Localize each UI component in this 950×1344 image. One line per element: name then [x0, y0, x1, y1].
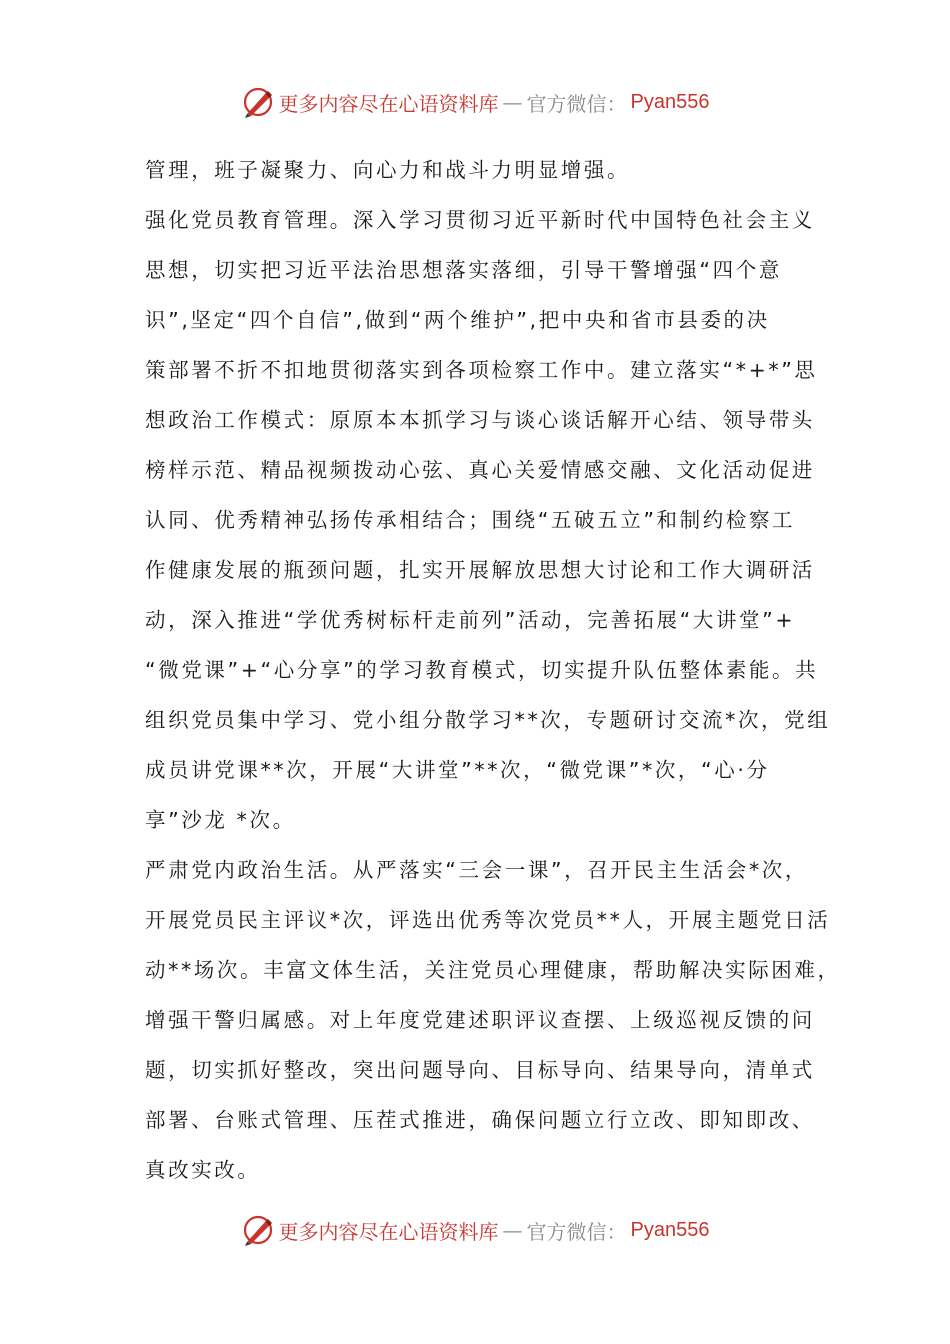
watermark-text: 更多内容尽在心语资料库 [278, 1219, 499, 1244]
watermark-dash: — [502, 90, 523, 114]
paragraph-line: 强化党员教育管理。深入学习贯彻习近平新时代中国特色社会主义 [145, 208, 815, 232]
watermark-wechat-label: 官方微信： [526, 91, 627, 116]
watermark-wechat-label: 官方微信： [526, 1219, 627, 1244]
watermark-group [241, 85, 710, 119]
document-body [145, 150, 841, 1200]
paragraph-line: 真改实改。 [145, 1158, 261, 1182]
paragraph-line: 动，深入推进“学优秀树标杆走前列”活动，完善拓展“大讲堂”+ [145, 608, 796, 632]
paragraph-line: 策部署不折不扣地贯彻落实到各项检察工作中。建立落实“*+*”思 [145, 358, 818, 382]
paragraph-line: 想政治工作模式：原原本本抓学习与谈心谈话解开心结、领导带头 [145, 408, 815, 432]
footer-watermark [0, 1210, 950, 1250]
paragraph-line: 题，切实抓好整改，突出问题导向、目标导向、结果导向，清单式 [145, 1058, 815, 1082]
paragraph-line: 享”沙龙 *次。 [145, 808, 296, 832]
paragraph-line: 开展党员民主评议*次，评选出优秀等次党员**人，开展主题党日活 [145, 908, 831, 932]
paragraph-line: 管理，班子凝聚力、向心力和战斗力明显增强。 [145, 158, 631, 182]
watermark-group [241, 1213, 710, 1247]
watermark-wechat-id: Pyan556 [630, 90, 710, 113]
paragraph-line: 识”,坚定“四个自信”,做到“两个维护”,把中央和省市县委的决 [145, 308, 770, 332]
watermark-text: 更多内容尽在心语资料库 [278, 91, 499, 116]
paragraph-line: 严肃党内政治生活。从严落实“三会一课”，召开民主生活会*次， [145, 858, 808, 882]
watermark-wechat-id: Pyan556 [630, 1218, 710, 1241]
paragraph-line: 动**场次。丰富文体生活，关注党员心理健康，帮助解决实际困难， [145, 958, 841, 982]
paragraph-line: 成员讲党课**次，开展“大讲堂”**次，“微党课”*次，“心·分 [145, 758, 770, 782]
paragraph-line: 组织党员集中学习、党小组分散学习**次，专题研讨交流*次，党组 [145, 708, 831, 732]
pen-logo-icon [241, 85, 275, 119]
paragraph-line: 作健康发展的瓶颈问题，扎实开展解放思想大讨论和工作大调研活 [145, 558, 815, 582]
paragraph-line: 认同、优秀精神弘扬传承相结合；围绕“五破五立”和制约检察工 [145, 508, 796, 532]
paragraph-line: 榜样示范、精品视频拨动心弦、真心关爱情感交融、文化活动促进 [145, 458, 815, 482]
paragraph-line: 增强干警归属感。对上年度党建述职评议查摆、上级巡视反馈的问 [145, 1008, 815, 1032]
paragraph-line: 部署、台账式管理、压茬式推进，确保问题立行立改、即知即改、 [145, 1108, 815, 1132]
paragraph-line: “微党课”+“心分享”的学习教育模式，切实提升队伍整体素能。共 [145, 658, 819, 682]
header-watermark [0, 82, 950, 122]
pen-logo-icon [241, 1213, 275, 1247]
paragraph-line: 思想，切实把习近平法治思想落实落细，引导干警增强“四个意 [145, 258, 782, 282]
watermark-dash: — [502, 1218, 523, 1242]
